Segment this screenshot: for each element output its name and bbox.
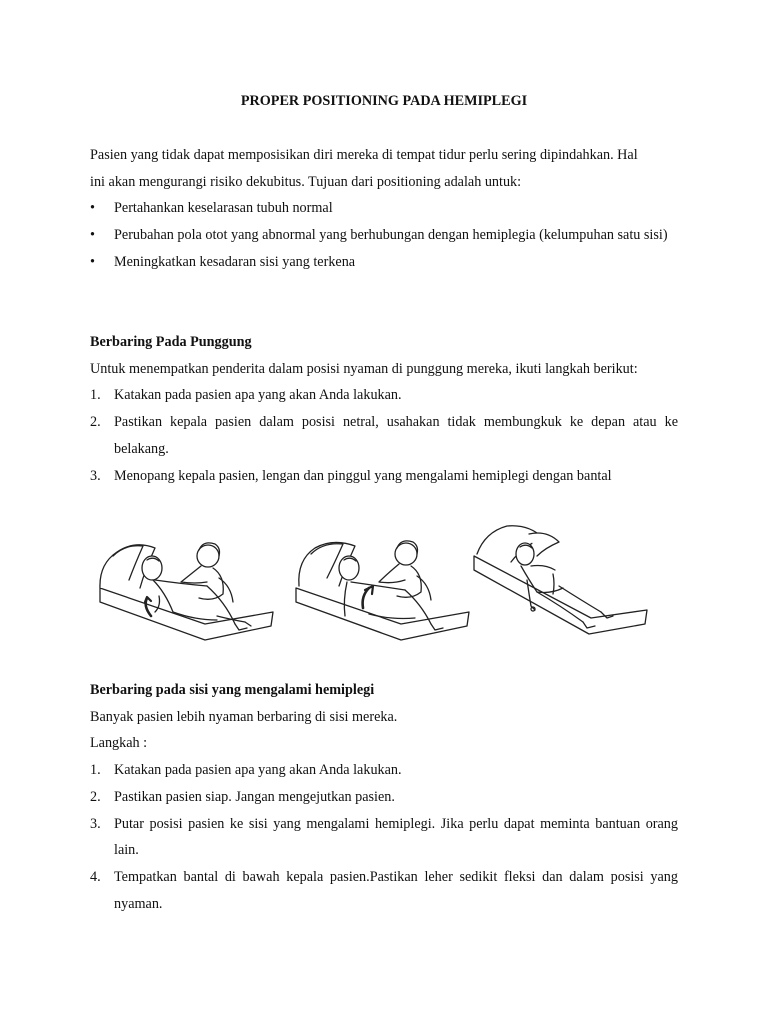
section-heading: Berbaring Pada Punggung: [90, 334, 252, 350]
goals-list: [90, 195, 678, 275]
langkah-label: Langkah :: [90, 735, 148, 752]
list-item: 1. Katakan pada pasien apa yang akan Anda lakukan.: [90, 762, 402, 779]
steps-list: [90, 382, 678, 489]
intro-line-2: ini akan mengurangi risiko dekubitus. Tujuan dari positioning adalah untuk:: [90, 173, 522, 190]
intro-line-1: Pasien yang tidak dapat memposisikan diri mereka di tempat tidur perlu sering dipindahkan. Hal: [90, 147, 638, 163]
section-lead: Untuk menempatkan penderita dalam posisi nyaman di punggung mereka, ikuti langkah berikut:: [90, 360, 638, 377]
section-lead: Banyak pasien lebih nyaman berbaring di sisi mereka.: [90, 708, 398, 725]
list-item: • Perubahan pola otot yang abnormal yang berhubungan dengan hemiplegia (kelumpuhan satu sisi): [90, 222, 678, 249]
list-item: • Pertahankan keselarasan tubuh normal: [90, 195, 678, 222]
bullet-icon: •: [90, 253, 95, 270]
section-supine: [90, 329, 678, 489]
section-heading: Berbaring pada sisi yang mengalami hemiplegi: [90, 682, 375, 698]
patient-lying-supine-illustration: [471, 516, 651, 642]
section-side-lying: [90, 677, 678, 917]
list-item: 3. Menopang kepala pasien, lengan dan pinggul yang mengalami hemiplegi dengan bantal: [90, 467, 612, 484]
bullet-icon: •: [90, 200, 95, 217]
caregiver-turning-patient-illustration: [95, 516, 275, 642]
steps-list: [90, 757, 678, 917]
list-item: 4. Tempatkan bantal di bawah kepala pasien.Pastikan leher sedikit fleksi dan dalam posisi yang nyaman.: [90, 868, 678, 912]
list-item: 3. Putar posisi pasien ke sisi yang mengalami hemiplegi. Jika perlu dapat meminta bantuan orang lain.: [90, 815, 678, 859]
list-item: • Meningkatkan kesadaran sisi yang terkena: [90, 249, 678, 276]
list-item: 2. Pastikan kepala pasien dalam posisi netral, usahakan tidak membungkuk ke depan atau ke belakang.: [90, 414, 678, 457]
bullet-icon: •: [90, 227, 95, 244]
illustrations-row: [95, 516, 675, 642]
page-title: PROPER POSITIONING PADA HEMIPLEGI: [240, 93, 528, 109]
list-item: 1. Katakan pada pasien apa yang akan Anda lakukan.: [90, 387, 402, 404]
caregiver-turning-patient-illustration: [291, 516, 471, 642]
list-item: 2. Pastikan pasien siap. Jangan mengejutkan pasien.: [90, 788, 395, 805]
intro-section: [90, 142, 678, 276]
